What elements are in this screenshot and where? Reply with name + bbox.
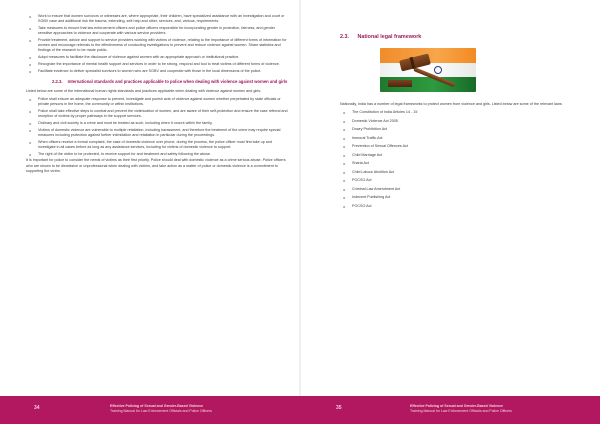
list-item: o Immoral Traffic Act <box>340 136 588 141</box>
list-item: o Ordinary and civil society is a crime and must be treated as such, including when it occurs within the family. <box>26 121 288 126</box>
list-item: o POCSO Act <box>340 178 588 183</box>
left-page-content <box>26 14 288 177</box>
gavel-flag-image <box>380 48 476 92</box>
section-number: 2.3. <box>340 34 349 40</box>
list-item: o The Constitution of India Articles 14 - 15 <box>340 110 588 115</box>
section-heading <box>340 34 588 40</box>
list-item: o Work to ensure that women survivors or witnesses are, where appropriate, their children, have specialized assistance with an investigation and court or SGBV case and additional risk the trauma, extending, self-help and other, services, and, various, requirements. <box>26 14 288 24</box>
footer-title: Effective Policing of Sexual and Gender-Based Violence <box>110 404 204 408</box>
footer-subtitle: Training Manual for Law Enforcement Officials and Police Officers <box>110 408 212 413</box>
laws-list <box>340 110 588 209</box>
footer-subtitle: Training Manual for Law Enforcement Officials and Police Officers <box>410 408 512 413</box>
standards-bullet-list <box>26 97 288 157</box>
left-footer <box>0 396 300 424</box>
list-item: o Domestic Violence Act 2005 <box>340 119 588 124</box>
list-item: o Take measures to ensure that law enforcement officers and police officers responsible for incorporating gender in protection, fairness, and gender sensitive approaches to violence and cooperate with various service providers. <box>26 26 288 36</box>
list-item: o Criminal Law Amendment Act <box>340 187 588 192</box>
sub-heading <box>52 79 288 85</box>
gavel-sound-block <box>388 80 412 87</box>
list-item: o Police shall ensure an adequate response to prevent, investigate and punish acts of violence against women whether perpetrated by state officials or private persons in the home, the community or within institutions. <box>26 97 288 107</box>
footer-text <box>110 404 282 414</box>
list-item: o Dowry Prohibition Act <box>340 127 588 132</box>
list-item: o Prevention of Sexual Offences Act <box>340 144 588 149</box>
list-item: o Indecent Publishing Act <box>340 195 588 200</box>
intro-paragraph: Listed below are some of the international human rights standards and practices applicable when dealing with violence against women and girls: <box>26 88 262 93</box>
list-item: o Police shall take effective steps to combat and prevent the victimization of women, and are aware of their self-protection and ensure the case referral and reception of victims by proper pathways in the support services. <box>26 109 288 119</box>
sub-heading-text: International standards and practices applicable to police when dealing with violence against women and girls <box>67 79 288 84</box>
section-title: National legal framework <box>357 34 422 40</box>
page-number: 35 <box>336 405 342 411</box>
sub-heading-number: 2.2.3. <box>52 79 63 84</box>
ashoka-chakra-icon <box>434 66 442 74</box>
right-page-content <box>340 14 588 212</box>
list-item: o Adopt measures to facilitate the disclosure of violence against women with an appropriate approach or institutional practice. <box>26 55 288 60</box>
list-item: o Provide treatment, advice and support to service providers working with victims of violence, relating to the importance of different forms of information for women and encourage referrals to the effectiveness of conducting investigations to prevent and reduce violence against women. Share statistics and findings of the research to be made public. <box>26 38 288 54</box>
list-item: o Victims of domestic violence are vulnerable to multiple retaliation, including harassment, and therefore the treatment of the crime may require special measures including protection against further intimidation and retaliation in particular during the proceedings. <box>26 128 288 138</box>
list-item: o The right of the victim to be protected, to receive support for and treatment and safety following the abuse. <box>26 152 288 157</box>
list-item: o Recognize the importance of mental health support and services in order to be strong, respond and tool to treat victims of different forms of violence. <box>26 62 288 67</box>
closing-paragraph: It is important for police to consider the needs of victims as their first priority. Police should deal with domestic violence as a crime serious abuse. Police officers who are shown to be dismissive or unprofessional when dealing with victims, and take action as a matter of police or domestic violence is a commitment to supporting the victim. <box>26 158 286 173</box>
right-page <box>300 0 600 424</box>
list-item: o POCSO Act <box>340 204 588 209</box>
list-item: o Child Labour Abolition Act <box>340 170 588 175</box>
top-bullet-list <box>26 14 288 74</box>
list-item: o Sharia Act <box>340 161 588 166</box>
right-footer <box>300 396 600 424</box>
footer-title: Effective Policing of Sexual and Gender-Based Violence <box>410 404 504 408</box>
page-number: 34 <box>34 405 40 411</box>
footer-text <box>410 404 582 414</box>
laws-intro-paragraph: Nationally, India has a number of legal frameworks to protect women from violence and girls. Listed below are some of the relevant laws: <box>340 102 563 106</box>
list-item: o Child Marriage Act <box>340 153 588 158</box>
list-item: o When officers receive a formal complaint, the case of domestic violence over phone, during the process, the police officer must first take up and investigate in all cases before as long as any assistance services, including for victims of domestic violence to support. <box>26 140 288 150</box>
list-item: o Facilitate evidence to deliver specialist survivors to women who are SGBV and cooperate with those in the local dimensions of the police. <box>26 69 288 74</box>
